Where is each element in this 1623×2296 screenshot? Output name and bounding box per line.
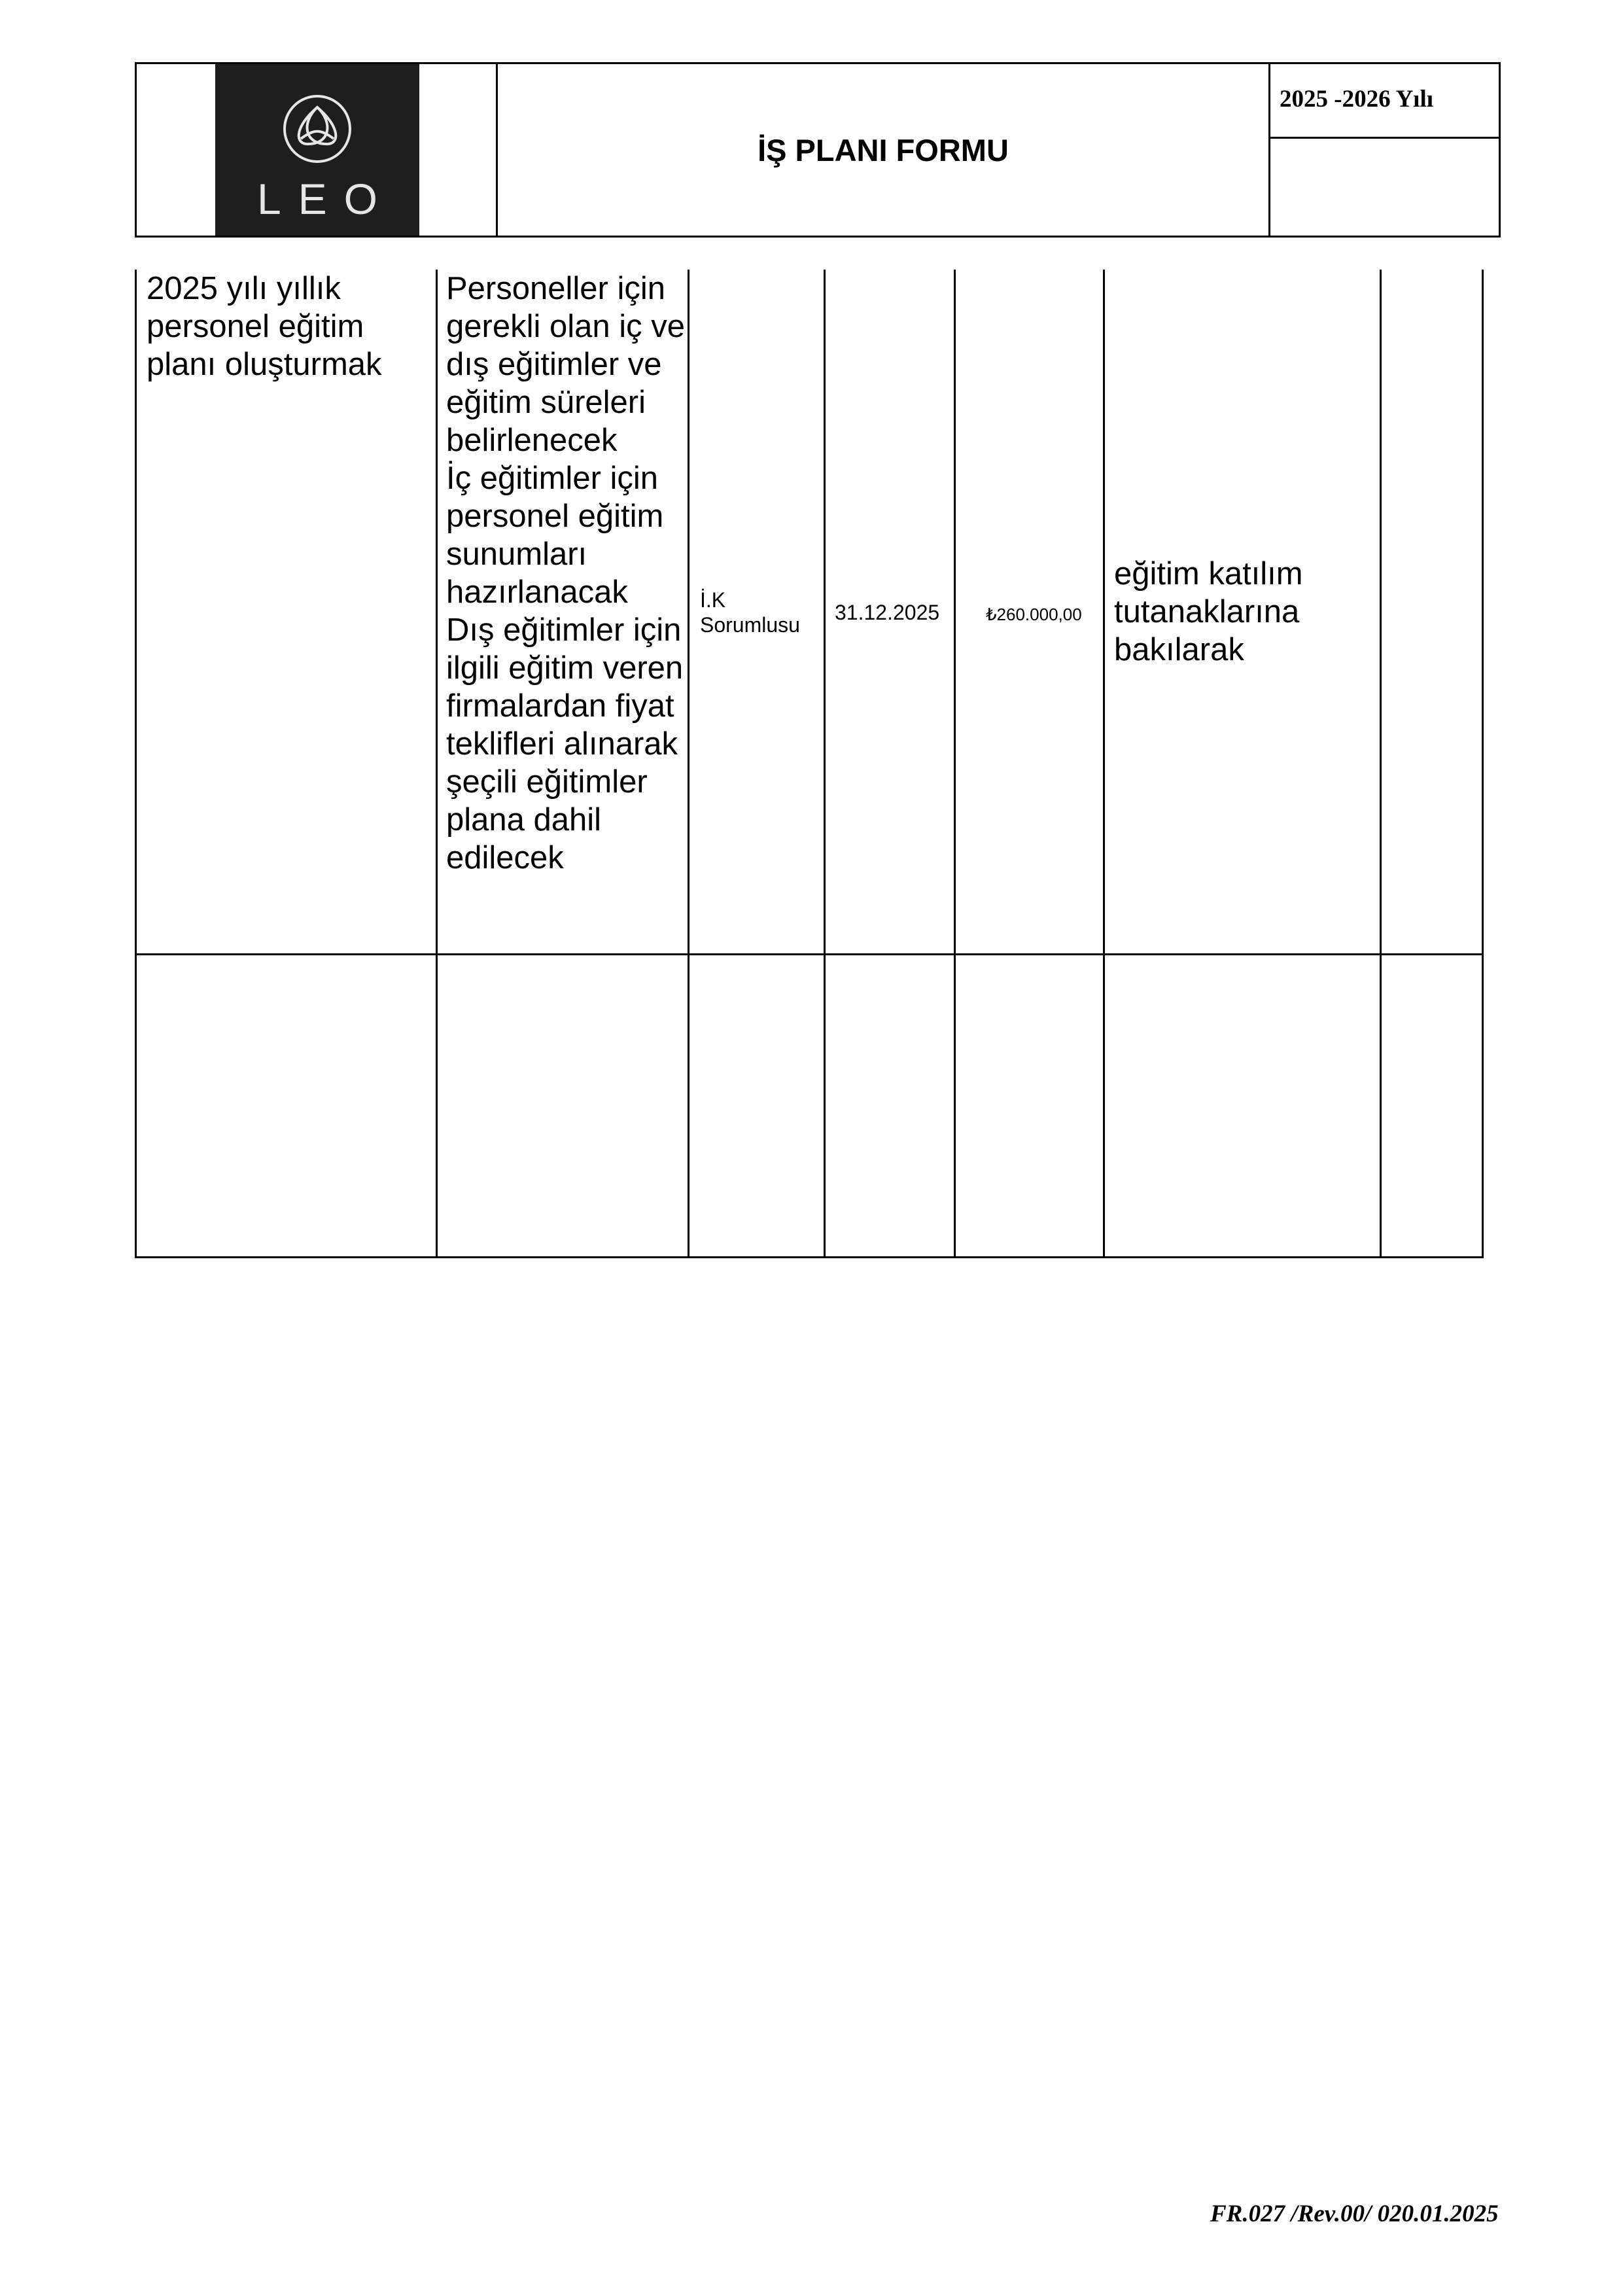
- budget-cell: ₺260.000,00: [986, 605, 1082, 624]
- leo-logo: [215, 64, 419, 236]
- year-cell: [1270, 64, 1499, 236]
- logo-text: LEO: [256, 175, 395, 223]
- trinity-knot-icon: [281, 93, 353, 165]
- table-row: [135, 955, 1484, 1256]
- logo-cell: [137, 64, 498, 236]
- title-cell: [498, 64, 1270, 236]
- verification-cell: eğitim katılım tutanaklarına bakılarak: [1114, 556, 1303, 667]
- table-row: [135, 270, 1484, 954]
- date-cell: 31.12.2025: [835, 601, 940, 624]
- page-title: İŞ PLANI FORMU: [758, 132, 1009, 168]
- form-code: FR.027 /Rev.00/ 020.01.2025: [1210, 2200, 1499, 2227]
- year-label: 2025 -2026 Yılı: [1270, 64, 1499, 139]
- goal-cell: 2025 yılı yıllık personel eğitim planı oluşturmak: [147, 271, 382, 382]
- form-header: [135, 62, 1501, 238]
- activities-cell: Personeller için gerekli olan iç ve dış eğitimler ve eğitim süreleri belirlenecek İç eğitimler için personel eğitim sunumları hazırlanacak Dış eğitimler için ilgili eğitim veren firmalardan fiyat teklifleri alınarak şeçili eğitimler plana dahil edilecek: [446, 271, 685, 875]
- responsible-cell: İ.K Sorumlusu: [700, 588, 800, 637]
